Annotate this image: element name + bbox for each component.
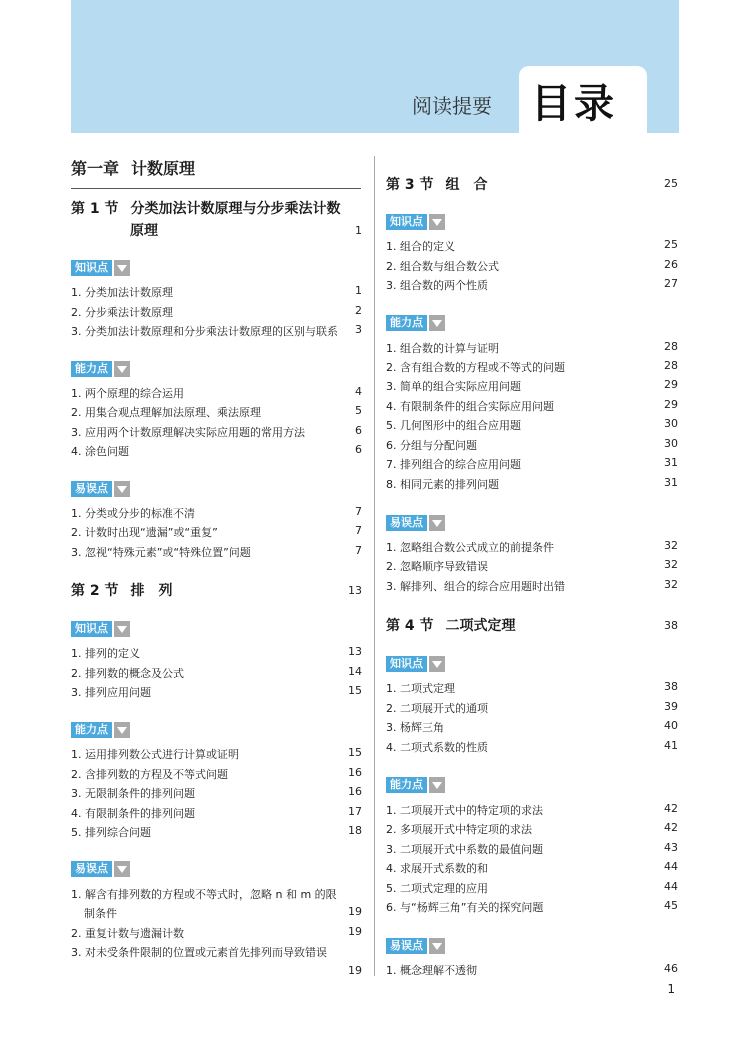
- toc-item[interactable]: 4. 有限制条件的组合实际应用问题: [386, 400, 554, 413]
- page-number: 31: [664, 456, 678, 469]
- tag-label: 易误点: [386, 515, 427, 531]
- toc-item[interactable]: 3. 排列应用问题: [71, 686, 151, 699]
- page-number: 19: [348, 905, 362, 918]
- toc-item[interactable]: 1. 分类或分步的标准不清: [71, 507, 195, 520]
- toc-item[interactable]: 1. 忽略组合数公式成立的前提条件: [386, 541, 554, 554]
- toc-item[interactable]: 3. 简单的组合实际应用问题: [386, 380, 521, 393]
- section-number: 第 4 节: [386, 618, 434, 634]
- tag-ability: [386, 315, 445, 331]
- toc-item[interactable]: 2. 忽略顺序导致错误: [386, 560, 488, 573]
- toc-item[interactable]: 1. 运用排列数公式进行计算或证明: [71, 748, 239, 761]
- page-title: 目录: [531, 81, 617, 127]
- toc-item[interactable]: 1. 概念理解不透彻: [386, 964, 477, 977]
- page-number: 38: [664, 680, 678, 693]
- page-number: 26: [664, 258, 678, 271]
- page-number: 6: [355, 443, 362, 456]
- tag-label: 易误点: [71, 481, 112, 497]
- tag-label: 能力点: [71, 722, 112, 738]
- page-number: 5: [355, 404, 362, 417]
- page-number: 32: [664, 539, 678, 552]
- tag-label: 易误点: [71, 861, 112, 877]
- page-number: 19: [348, 925, 362, 938]
- tag-label: 知识点: [386, 214, 427, 230]
- tag-knowledge: [386, 656, 445, 672]
- toc-item[interactable]: 2. 多项展开式中特定项的求法: [386, 823, 532, 836]
- page-number: 17: [348, 805, 362, 818]
- toc-item[interactable]: 1. 解含有排列数的方程或不等式时，忽略 n 和 m 的限: [71, 888, 337, 901]
- toc-item[interactable]: 4. 二项式系数的性质: [386, 741, 488, 754]
- tag-mistake: [71, 481, 130, 497]
- toc-item[interactable]: 3. 杨辉三角: [386, 721, 444, 734]
- chevron-down-icon: [114, 722, 130, 738]
- toc-item[interactable]: 4. 求展开式系数的和: [386, 862, 488, 875]
- page-number: 30: [664, 417, 678, 430]
- toc-item[interactable]: 3. 分类加法计数原理和分步乘法计数原理的区别与联系: [71, 325, 338, 338]
- toc-item[interactable]: 4. 涂色问题: [71, 445, 129, 458]
- page-number: 18: [348, 824, 362, 837]
- page-number: 6: [355, 424, 362, 437]
- page-number: 7: [355, 544, 362, 557]
- chevron-down-icon: [114, 260, 130, 276]
- page-number: 13: [348, 584, 362, 597]
- page-number: 15: [348, 746, 362, 759]
- section-title: 分类加法计数原理与分步乘法计数: [130, 201, 341, 217]
- toc-item[interactable]: 7. 排列组合的综合应用问题: [386, 458, 521, 471]
- tag-label: 能力点: [71, 361, 112, 377]
- tag-mistake: [386, 938, 445, 954]
- toc-item[interactable]: 2. 排列数的概念及公式: [71, 667, 184, 680]
- toc-item[interactable]: 2. 计数时出现“遗漏”或“重复”: [71, 526, 218, 539]
- tag-knowledge: [71, 621, 130, 637]
- page-number: 2: [355, 304, 362, 317]
- chevron-down-icon: [114, 361, 130, 377]
- toc-item[interactable]: 3. 忽视“特殊元素”或“特殊位置”问题: [71, 546, 251, 559]
- column-divider: [374, 156, 375, 976]
- section-number: 第 1 节: [71, 201, 119, 217]
- toc-item-continued: 制条件: [84, 907, 117, 920]
- page-number: 28: [664, 359, 678, 372]
- toc-item[interactable]: 3. 解排列、组合的综合应用题时出错: [386, 580, 565, 593]
- page-number: 40: [664, 719, 678, 732]
- page-number: 7: [355, 524, 362, 537]
- tag-label: 知识点: [386, 656, 427, 672]
- tag-label: 知识点: [71, 621, 112, 637]
- page-number: 16: [348, 785, 362, 798]
- page-number: 1: [355, 224, 362, 237]
- page-number: 45: [664, 899, 678, 912]
- tag-ability: [71, 722, 130, 738]
- page-number: 13: [348, 645, 362, 658]
- toc-item[interactable]: 6. 分组与分配问题: [386, 439, 477, 452]
- tag-label: 知识点: [71, 260, 112, 276]
- tag-label: 易误点: [386, 938, 427, 954]
- section-1-title-line2: 原理: [130, 223, 158, 239]
- toc-item[interactable]: 1. 二项展开式中的特定项的求法: [386, 804, 543, 817]
- tag-knowledge: [71, 260, 130, 276]
- toc-item[interactable]: 3. 应用两个计数原理解决实际应用题的常用方法: [71, 426, 305, 439]
- toc-item[interactable]: 4. 有限制条件的排列问题: [71, 807, 195, 820]
- toc-item[interactable]: 2. 用集合观点理解加法原理、乘法原理: [71, 406, 261, 419]
- tag-label: 能力点: [386, 777, 427, 793]
- toc-item[interactable]: 5. 二项式定理的应用: [386, 882, 488, 895]
- chevron-down-icon: [429, 315, 445, 331]
- page-number: 3: [355, 323, 362, 336]
- page-number: 29: [664, 398, 678, 411]
- toc-item[interactable]: 2. 组合数与组合数公式: [386, 260, 499, 273]
- section-number: 第 2 节: [71, 583, 119, 599]
- folio: 1: [667, 982, 675, 996]
- page-number: 7: [355, 505, 362, 518]
- toc-item[interactable]: 2. 二项展开式的通项: [386, 702, 488, 715]
- toc-item[interactable]: 2. 重复计数与遗漏计数: [71, 927, 184, 940]
- chevron-down-icon: [429, 515, 445, 531]
- page-number: 30: [664, 437, 678, 450]
- chevron-down-icon: [114, 861, 130, 877]
- toc-item[interactable]: 3. 对未受条件限制的位置或元素首先排列而导致错误: [71, 946, 327, 959]
- toc-item[interactable]: 1. 组合的定义: [386, 240, 455, 253]
- tag-knowledge: [386, 214, 445, 230]
- toc-item[interactable]: 1. 组合数的计算与证明: [386, 342, 499, 355]
- chapter-title: 计数原理: [131, 159, 196, 178]
- page-number: 16: [348, 766, 362, 779]
- chevron-down-icon: [429, 656, 445, 672]
- page-number: 38: [664, 619, 678, 632]
- page-number: 1: [355, 284, 362, 297]
- toc-item[interactable]: 1. 两个原理的综合运用: [71, 387, 184, 400]
- section-3-heading[interactable]: [386, 174, 488, 194]
- toc-item[interactable]: 1. 二项式定理: [386, 682, 455, 695]
- toc-item[interactable]: 5. 排列综合问题: [71, 826, 151, 839]
- page-number: 39: [664, 700, 678, 713]
- page-number: 42: [664, 802, 678, 815]
- section-title: 排 列: [130, 583, 173, 599]
- toc-item[interactable]: 8. 相同元素的排列问题: [386, 478, 499, 491]
- toc-item[interactable]: 3. 无限制条件的排列问题: [71, 787, 195, 800]
- chevron-down-icon: [114, 621, 130, 637]
- chevron-down-icon: [114, 481, 130, 497]
- page-number: 44: [664, 880, 678, 893]
- page-number: 31: [664, 476, 678, 489]
- page-number: 4: [355, 385, 362, 398]
- toc-item[interactable]: 5. 几何图形中的组合应用题: [386, 419, 521, 432]
- section-2-heading[interactable]: [71, 580, 173, 600]
- page-number: 19: [348, 964, 362, 977]
- page-number: 41: [664, 739, 678, 752]
- page-number: 32: [664, 558, 678, 571]
- page-number: 29: [664, 378, 678, 391]
- chapter-heading: [71, 156, 361, 189]
- section-1-heading[interactable]: [71, 198, 341, 218]
- tag-mistake: [71, 861, 130, 877]
- toc-item[interactable]: 2. 含排列数的方程及不等式问题: [71, 768, 228, 781]
- chevron-down-icon: [429, 777, 445, 793]
- toc-item[interactable]: 3. 二项展开式中系数的最值问题: [386, 843, 543, 856]
- section-4-heading[interactable]: [386, 615, 516, 635]
- toc-item[interactable]: 1. 排列的定义: [71, 647, 140, 660]
- page-number: 42: [664, 821, 678, 834]
- toc-item[interactable]: 2. 分步乘法计数原理: [71, 306, 173, 319]
- toc-item[interactable]: 1. 分类加法计数原理: [71, 286, 173, 299]
- chevron-down-icon: [429, 214, 445, 230]
- page-number: 25: [664, 177, 678, 190]
- toc-item[interactable]: 3. 组合数的两个性质: [386, 279, 488, 292]
- toc-item[interactable]: 2. 含有组合数的方程或不等式的问题: [386, 361, 565, 374]
- page-number: 46: [664, 962, 678, 975]
- tag-label: 能力点: [386, 315, 427, 331]
- tag-ability: [386, 777, 445, 793]
- page-number: 15: [348, 684, 362, 697]
- section-title: 二项式定理: [445, 618, 516, 634]
- chevron-down-icon: [429, 938, 445, 954]
- chapter-number: 第一章: [71, 159, 120, 178]
- page-number: 44: [664, 860, 678, 873]
- page-number: 32: [664, 578, 678, 591]
- header-subtitle: 阅读提要: [412, 94, 492, 118]
- page-number: 28: [664, 340, 678, 353]
- page-number: 14: [348, 665, 362, 678]
- tag-ability: [71, 361, 130, 377]
- page-number: 25: [664, 238, 678, 251]
- section-title: 组 合: [445, 177, 488, 193]
- section-number: 第 3 节: [386, 177, 434, 193]
- toc-item[interactable]: 6. 与“杨辉三角”有关的探究问题: [386, 901, 544, 914]
- tag-mistake: [386, 515, 445, 531]
- page-number: 27: [664, 277, 678, 290]
- page-number: 43: [664, 841, 678, 854]
